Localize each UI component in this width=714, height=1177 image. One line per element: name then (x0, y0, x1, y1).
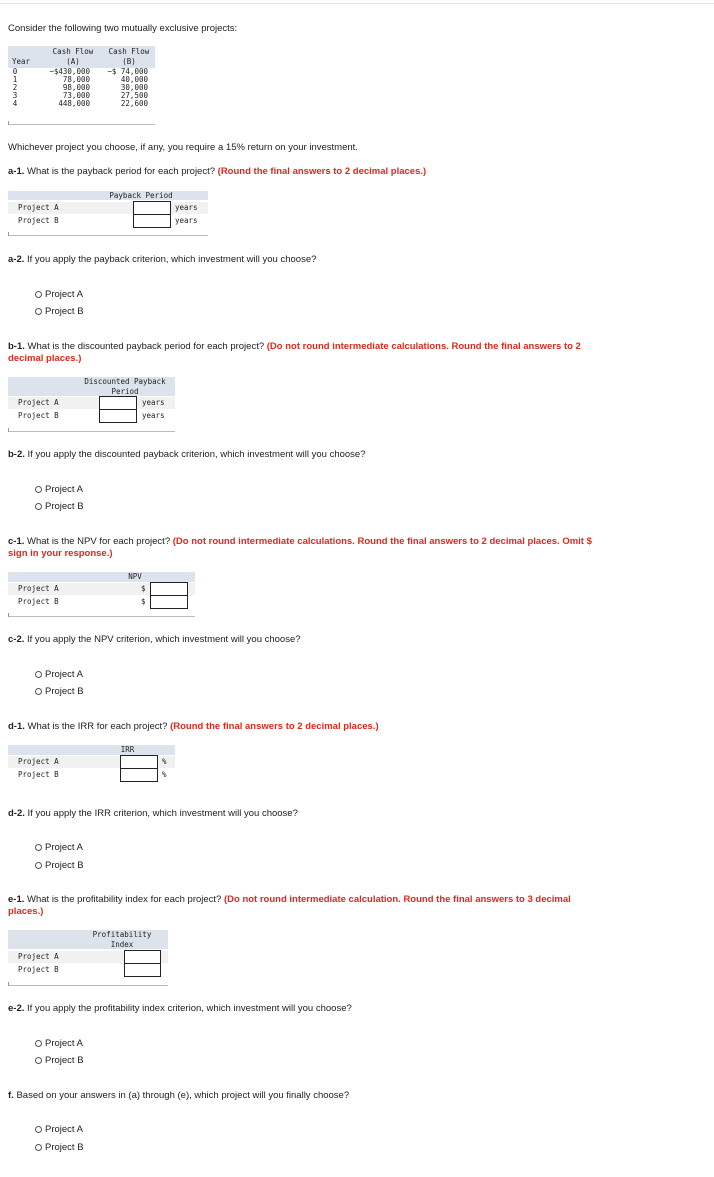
question-a1: a-1. What is the payback period for each project? (Round the final answers to 2 decimal places.) (8, 166, 427, 177)
table-a1-row-b-label: Project B (18, 216, 59, 225)
table-c1-row-b-label: Project B (18, 597, 59, 606)
cashflow-a-value: 448,000 (58, 99, 90, 108)
radio-icon[interactable] (35, 1057, 42, 1064)
pi-a-input[interactable] (124, 950, 161, 964)
payback-a-input[interactable] (133, 201, 171, 215)
cashflow-year: 2 (12, 83, 18, 92)
table-a1-unit-b: years (175, 216, 198, 225)
cashflow-table (8, 46, 155, 108)
radio-icon[interactable] (35, 291, 42, 298)
f-option-project-a[interactable]: Project A (35, 1124, 83, 1135)
cashflow-a-value: −$430,000 (49, 67, 90, 76)
radio-icon[interactable] (35, 503, 42, 510)
question-b1: b-1. What is the discounted payback period for each project? (Do not round intermediate calculations. Round the final answers to 2 decimal places.) (8, 341, 581, 364)
a2-option-project-a[interactable]: Project A (35, 289, 83, 300)
question-c2: c-2. If you apply the NPV criterion, which investment will you choose? (8, 634, 301, 645)
cashflow-b-value: 30,000 (120, 83, 148, 92)
question-e2: e-2. If you apply the profitability index criterion, which investment will you choose? (8, 1003, 352, 1014)
d2-option-project-b[interactable]: Project B (35, 860, 84, 871)
table-e1-row-a-label: Project A (18, 952, 59, 961)
table-c1-header: NPV (128, 572, 142, 581)
cashflow-b-value: 40,000 (120, 75, 148, 84)
cashflow-b-value: −$ 74,000 (107, 67, 148, 76)
table-c1-currency-b: $ (141, 597, 146, 606)
discounted-payback-b-input[interactable] (99, 409, 137, 423)
top-divider (0, 3, 714, 4)
cashflow-row (8, 100, 155, 108)
table-d1-row-a-label: Project A (18, 757, 59, 766)
col-b-header-bottom: (B) (122, 57, 136, 66)
col-b-header-top: Cash Flow (108, 47, 150, 56)
radio-icon[interactable] (35, 486, 42, 493)
d2-option-project-a[interactable]: Project A (35, 842, 83, 853)
intro-text: Consider the following two mutually exclusive projects: (8, 23, 238, 34)
irr-b-input[interactable] (120, 768, 158, 782)
irr-a-input[interactable] (120, 755, 158, 769)
b2-option-project-b[interactable]: Project B (35, 501, 84, 512)
radio-icon[interactable] (35, 688, 42, 695)
requirement-statement: Whichever project you choose, if any, you require a 15% return on your investment. (8, 142, 358, 153)
cashflow-table-rule (8, 124, 155, 125)
radio-icon[interactable] (35, 1040, 42, 1047)
col-a-header-bottom: (A) (66, 57, 80, 66)
table-e1-header: Profitability Index (92, 930, 152, 949)
radio-icon[interactable] (35, 671, 42, 678)
c2-option-project-b[interactable]: Project B (35, 686, 84, 697)
table-c1-currency-a: $ (141, 584, 146, 593)
e2-option-project-a[interactable]: Project A (35, 1038, 83, 1049)
col-a-header-top: Cash Flow (52, 47, 94, 56)
table-b1-row-a-label: Project A (18, 398, 59, 407)
question-c1: c-1. What is the NPV for each project? (Do not round intermediate calculations. Round the final answers to 2 decimal places. Omit $ sign in your response.) (8, 536, 592, 559)
question-e1: e-1. What is the profitability index for each project? (Do not round intermediate calculation. Round the final answers to 3 decimal places.) (8, 894, 571, 917)
cashflow-a-value: 73,000 (62, 91, 90, 100)
table-c1-row-a-label: Project A (18, 584, 59, 593)
table-a1-row-a-label: Project A (18, 203, 59, 212)
radio-icon[interactable] (35, 1126, 42, 1133)
table-b1-header: Discounted Payback Period (84, 377, 166, 396)
e2-option-project-b[interactable]: Project B (35, 1055, 84, 1066)
cashflow-year: 0 (12, 67, 18, 76)
b2-option-project-a[interactable]: Project A (35, 484, 83, 495)
cashflow-a-value: 78,000 (62, 75, 90, 84)
table-d1-percent-b: % (162, 770, 167, 779)
table-b1-unit-b: years (142, 411, 165, 420)
table-c1-header-bg (8, 572, 195, 582)
question-f: f. Based on your answers in (a) through (e), which project will you finally choose? (8, 1090, 350, 1101)
c2-option-project-a[interactable]: Project A (35, 669, 83, 680)
cashflow-a-value: 98,000 (62, 83, 90, 92)
table-e1-row-b-label: Project B (18, 965, 59, 974)
question-d2: d-2. If you apply the IRR criterion, which investment will you choose? (8, 808, 298, 819)
question-b2: b-2. If you apply the discounted payback criterion, which investment will you choose? (8, 449, 366, 460)
cashflow-b-value: 22,600 (120, 99, 148, 108)
table-d1-header-bg (8, 745, 175, 755)
pi-b-input[interactable] (124, 963, 161, 977)
table-d1-row-b-label: Project B (18, 770, 59, 779)
radio-icon[interactable] (35, 844, 42, 851)
radio-icon[interactable] (35, 308, 42, 315)
table-a1-header: Payback Period (109, 191, 173, 200)
cashflow-year: 3 (12, 91, 18, 100)
cashflow-year: 1 (12, 75, 18, 84)
table-d1-header: IRR (120, 745, 135, 754)
table-b1-unit-a: years (142, 398, 165, 407)
cashflow-b-value: 27,500 (120, 91, 148, 100)
cashflow-year: 4 (12, 99, 18, 108)
table-b1-row-b-label: Project B (18, 411, 59, 420)
radio-icon[interactable] (35, 862, 42, 869)
radio-icon[interactable] (35, 1144, 42, 1151)
col-year-header: Year (12, 57, 31, 66)
npv-a-input[interactable] (150, 582, 188, 596)
question-d1: d-1. What is the IRR for each project? (Round the final answers to 2 decimal places.) (8, 721, 379, 732)
question-a2: a-2. If you apply the payback criterion, which investment will you choose? (8, 254, 317, 265)
table-d1-percent-a: % (162, 757, 167, 766)
table-a1-unit-a: years (175, 203, 198, 212)
payback-b-input[interactable] (133, 214, 171, 228)
npv-b-input[interactable] (150, 595, 188, 609)
discounted-payback-a-input[interactable] (99, 396, 137, 410)
a2-option-project-b[interactable]: Project B (35, 306, 84, 317)
f-option-project-b[interactable]: Project B (35, 1142, 84, 1153)
